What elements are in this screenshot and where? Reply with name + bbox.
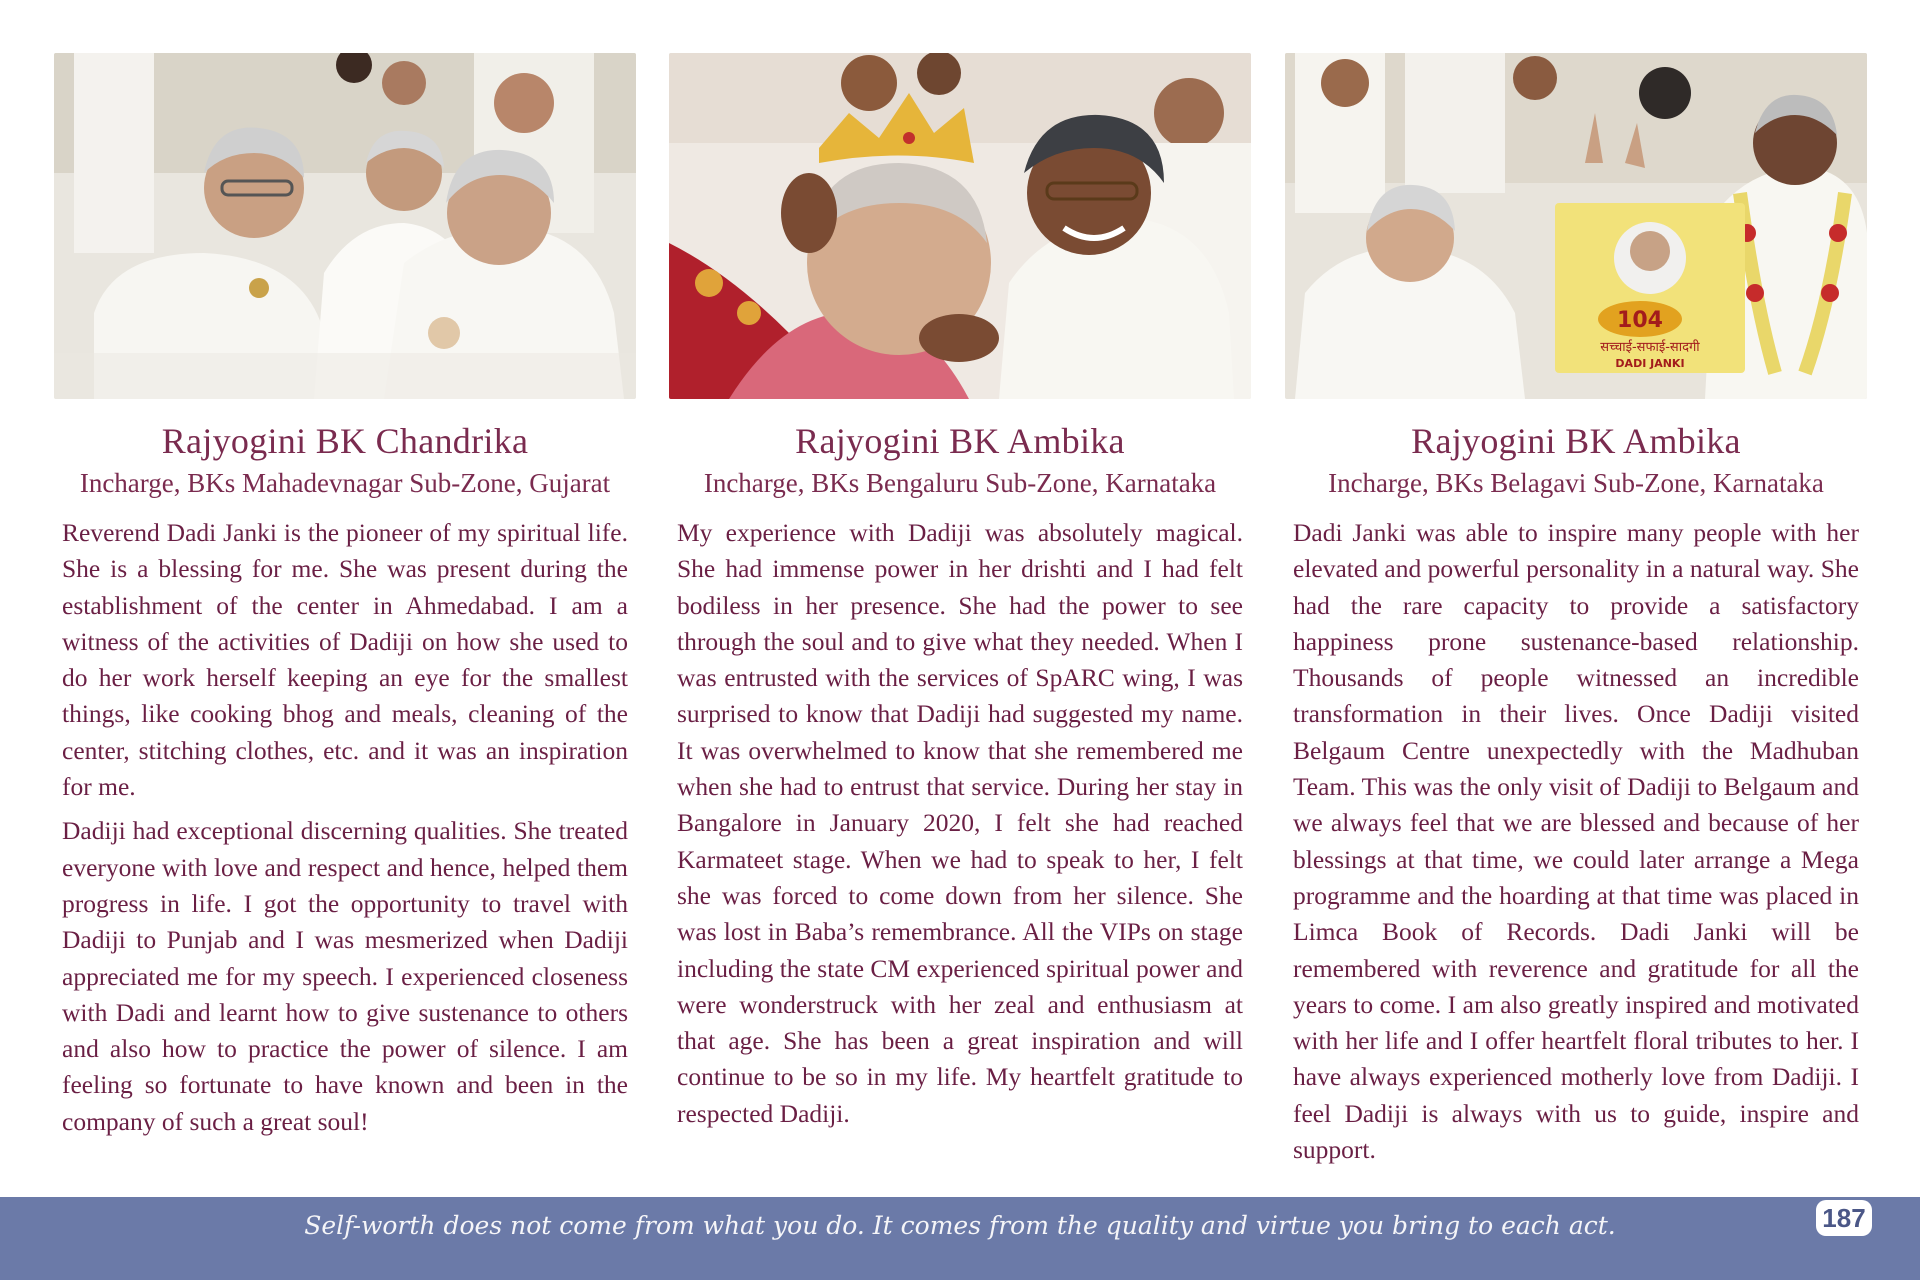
person-name: Rajyogini BK Ambika [795,421,1125,461]
profile-column-chandrika [54,53,636,1140]
person-role: Incharge, BKs Mahadevnagar Sub-Zone, Gujarat [79,468,611,498]
photo-dadi-104-celebration [1285,53,1867,399]
sign-number: 104 [1617,308,1663,333]
testimonial-paragraph: Reverend Dadi Janki is the pioneer of my spiritual life. She is a blessing for me. She was present during the establishment of the center in Ahmedabad. I am a witness of the activities of Dadiji on how she used to do her work herself keeping an eye for the smallest things, like cooking bhog and meals, cleaning of the center, stitching clothes, etc. and it was an inspiration for me. [62,518,628,802]
person-role: Incharge, BKs Bengaluru Sub-Zone, Karnataka [703,468,1217,498]
testimonial-paragraph: Dadiji had exceptional discerning qualities. She treated everyone with love and respect and hence, helped them progress in life. I got the opportunity to travel with Dadiji to Punjab and I was mesmerized when Dadiji appreciated me for my speech. I experienced closeness with Dadi and learnt how to give sustenance to others and also how to practice the power of silence. I am feeling so fortunate to have known and been in the company of such a great soul! [62,816,628,1136]
page-number: 187 [1816,1200,1872,1236]
sign-name: DADI JANKI [1615,357,1685,370]
sign-hindi-motto: सच्चाई-सफाई-सादगी [1600,340,1700,355]
footer-quote: Self-worth does not come from what you do. It comes from the quality and virtue you bring to each act. [304,1211,1616,1240]
person-name: Rajyogini BK Chandrika [161,421,529,461]
profile-column-ambika-bengaluru [669,53,1251,1132]
person-role: Incharge, BKs Belagavi Sub-Zone, Karnataka [1328,468,1824,498]
testimonial-paragraph: Dadi Janki was able to inspire many people with her elevated and powerful personality in a natural way. She had the rare capacity to provide a satisfactory happiness prone sustenance-based relationship. Thousands of people witnessed an incredible transformation in their lives. Once Dadiji visited Belgaum Centre unexpectedly with the Madhuban Team. This was the only visit of Dadiji to Belgaum and we always feel that we are blessed and because of her blessings at that time, we could later arrange a Mega programme and the hoarding at that time was placed in Limca Book of Records. Dadi Janki will be remembered with reverence and gratitude for all the years to come. I am also greatly inspired and motivated with her life and I offer heartfelt floral tributes to her. I have always experienced motherly love from Dadiji. I feel Dadiji is always with us to guide, inspire and support. [1293,518,1859,1165]
photo-dadi-with-sisters [54,53,636,399]
photo-dadi-crowned-embrace [669,53,1251,399]
footer-band [0,1197,1920,1280]
profile-column-ambika-belagavi [1285,53,1867,1168]
person-name: Rajyogini BK Ambika [1411,421,1741,461]
testimonial-paragraph: My experience with Dadiji was absolutely magical. She had immense power in her drishti and I had felt bodiless in her presence. She had the power to see through the soul and to give what they needed. When I was entrusted with the services of SpARC wing, I was surprised to know that Dadiji had suggested my name. It was overwhelmed to know that she remembered me when she had to entrust that service. During her stay in Bangalore in January 2020, I felt she had reached Karmateet stage. When we had to speak to her, I felt she was forced to come down from her silence. She was lost in Baba’s remembrance. All the VIPs on stage including the state CM experienced spiritual power and were wonderstruck with her zeal and enthusiasm at that age. She has been a great inspiration and will continue to be so in my life. My heartfelt gratitude to respected Dadiji. [677,518,1243,1128]
